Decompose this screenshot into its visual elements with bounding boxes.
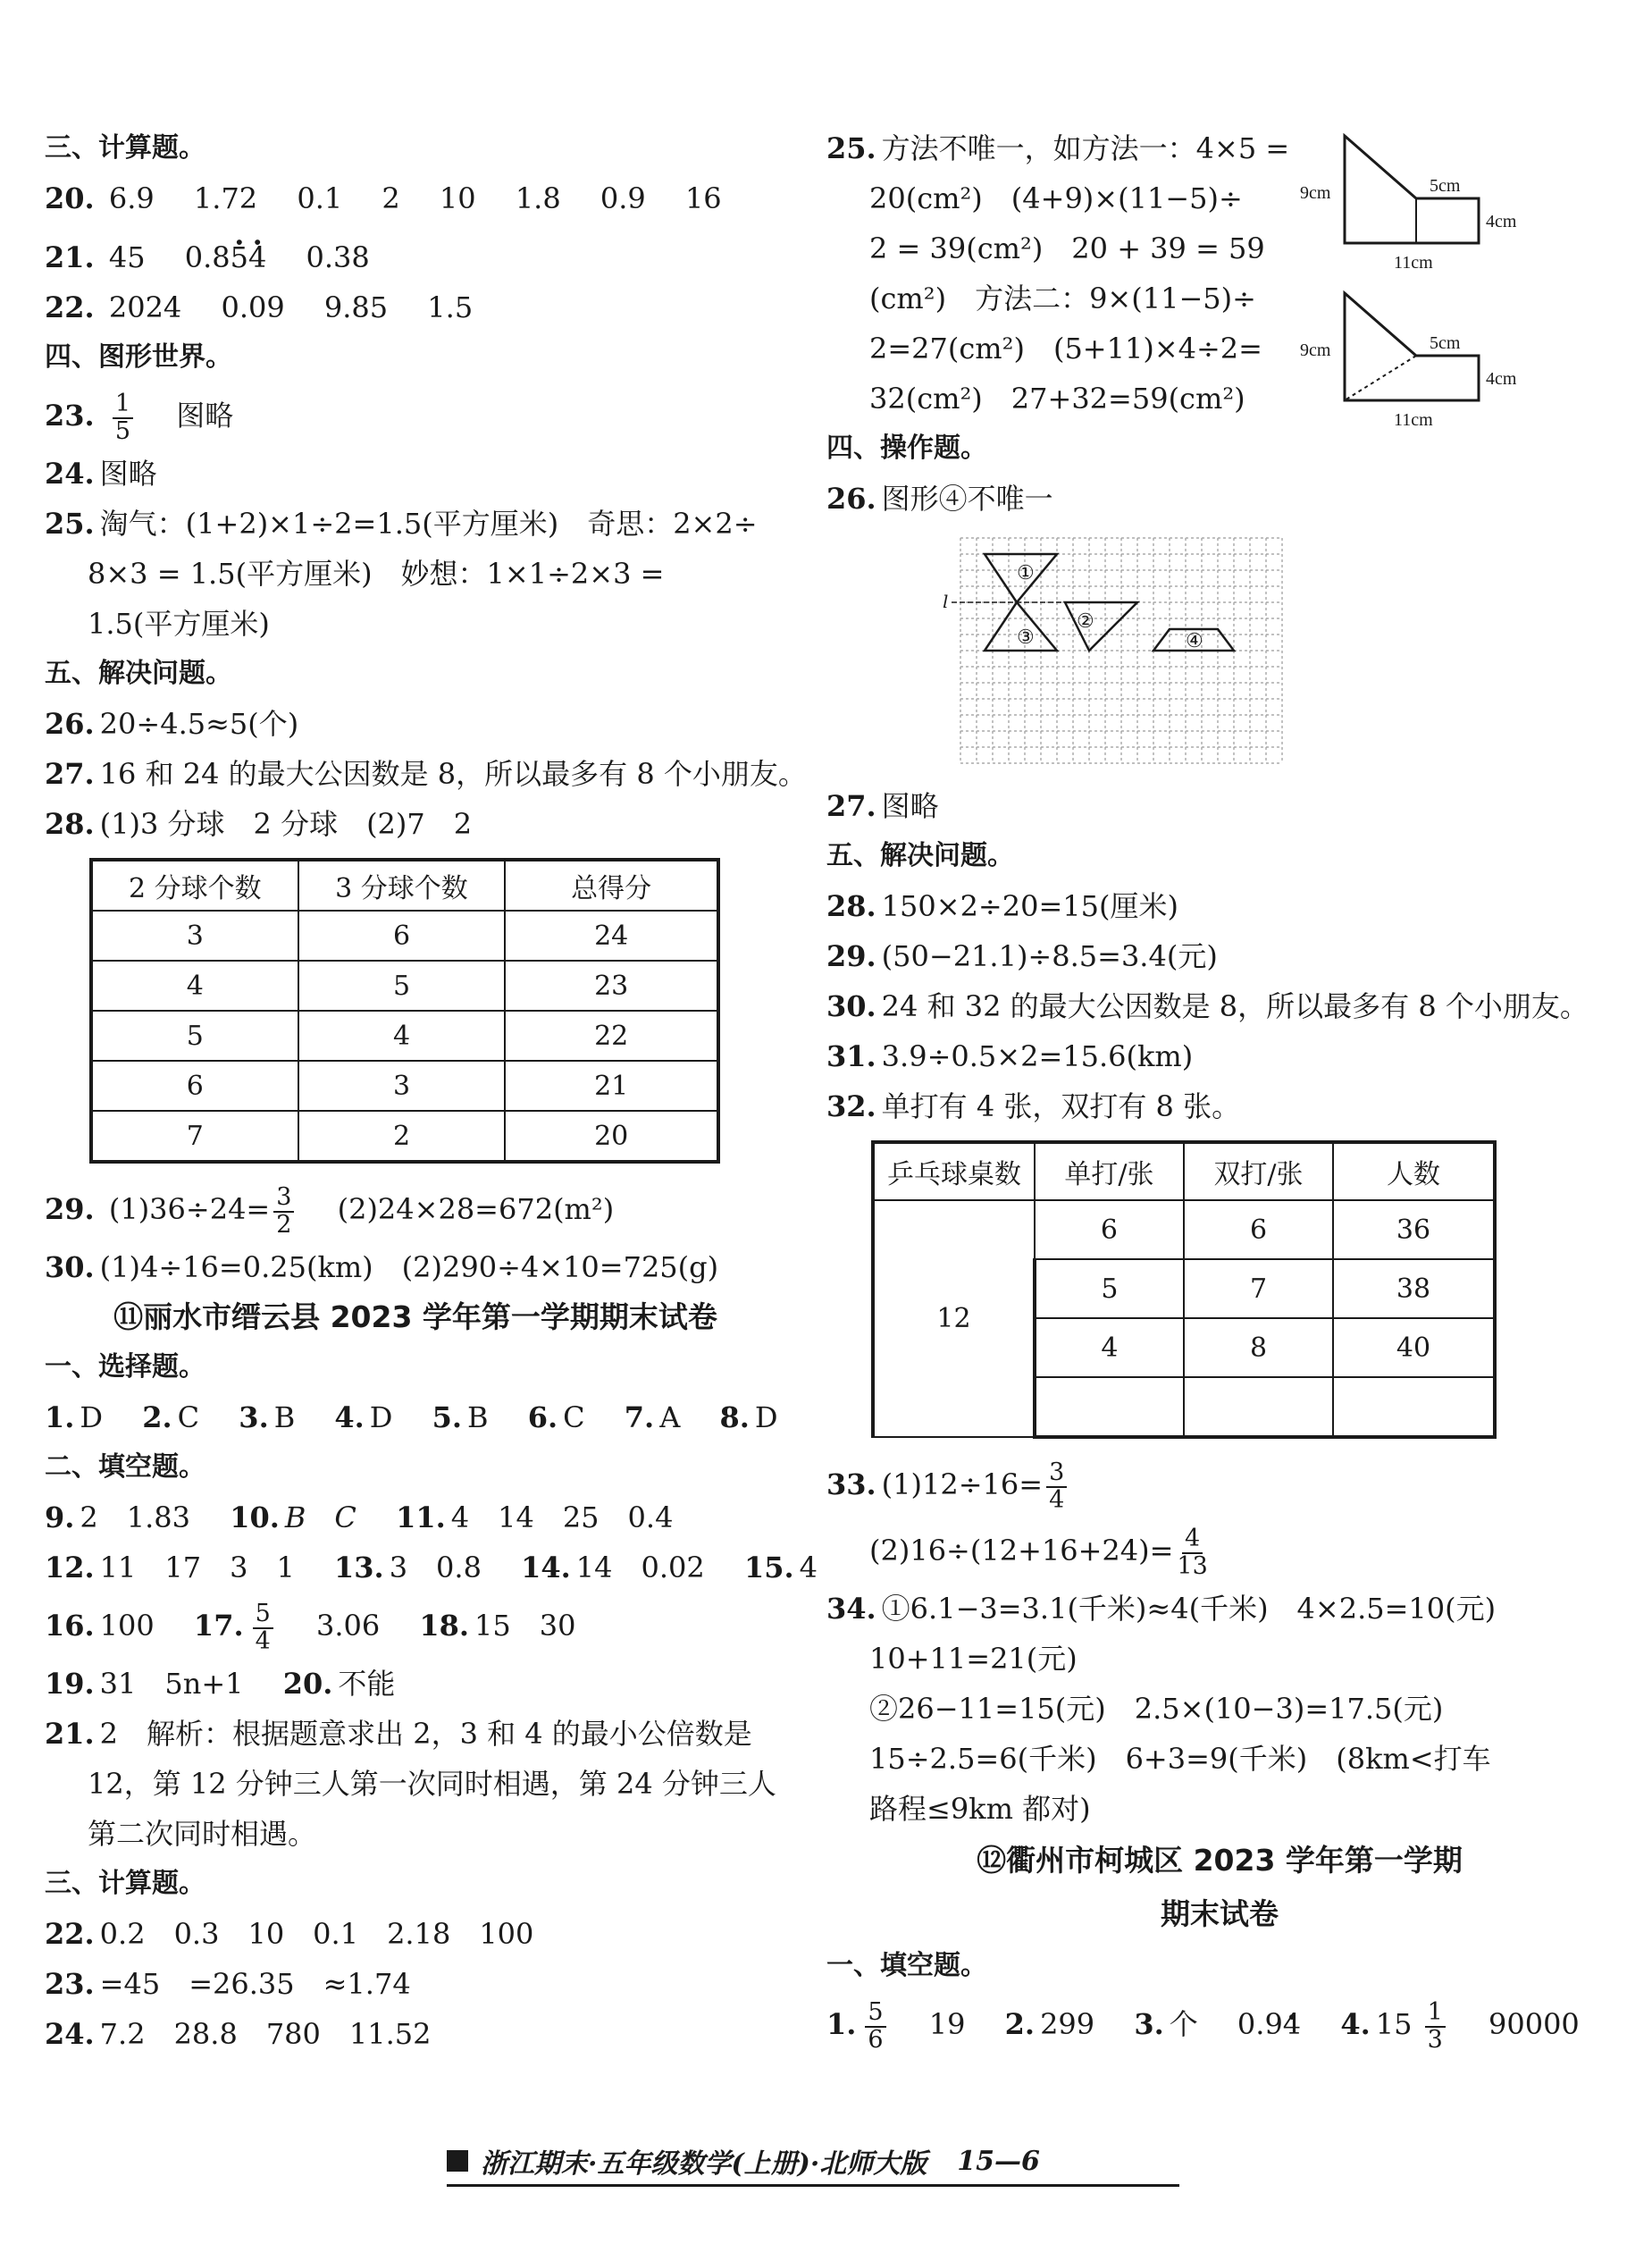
calc-23: 23. =45 =26.35 ≈1.74: [45, 1967, 411, 2001]
fraction: $\frac{1}{5}$: [113, 391, 133, 444]
table-row: 4 5 23: [91, 961, 718, 1011]
section-heading: 二、填空题。: [45, 1451, 205, 1483]
page-footer: [447, 2138, 1179, 2187]
answer-33: 33. (1)12÷16= $\frac{3}{4}$: [826, 1451, 1613, 1517]
label-2: ②: [1077, 610, 1094, 633]
label-3: ③: [1017, 626, 1035, 649]
grid-figure: [943, 529, 1318, 770]
axis-label: l: [943, 591, 949, 612]
label-4cm: 4cm: [1486, 212, 1517, 231]
table-header: 总得分: [505, 860, 718, 911]
fill-16-18: 16. 100 17. $\frac{5}{4}$ 3.06 18. 15 30: [45, 1600, 576, 1655]
section-heading: 一、选择题。: [45, 1351, 205, 1383]
left-column: [45, 123, 818, 2059]
table-tennis-table-box: [826, 1131, 1613, 1451]
table-header: 单打/张: [1035, 1142, 1184, 1200]
fraction: $\frac{5}{4}$: [253, 1601, 273, 1654]
answer-25-line2: 8×3 = 1.5(平方厘米) 妙想：1×1÷2×3 =: [88, 557, 665, 591]
answer-25-line5: 2=27(cm²) (5+11)×4÷2=: [869, 332, 1262, 366]
answer-31: 31. 3.9÷0.5×2=15.6(km): [826, 1039, 1194, 1073]
section-heading: 一、填空题。: [826, 1950, 987, 1981]
page-number: 15—6: [957, 2145, 1040, 2177]
section-heading: 三、计算题。: [45, 1868, 205, 1899]
answer-23: 23. $\frac{1}{5}$ 图略: [45, 390, 234, 445]
fill-1-4: 1. $\frac{5}{6}$ 19 2. 299 3. 个 0.94 · 4. 15 $\frac{1}{3}$ 90000: [826, 1991, 1613, 2057]
answer-32: 32. 单打有 4 张，双打有 8 张。: [826, 1089, 1241, 1123]
answer-34: 34. ①6.1−3=3.1(千米)≈4(千米) 4×2.5=10(元): [826, 1592, 1497, 1626]
table-row: 4 8 40: [873, 1318, 1495, 1377]
fraction: $\frac{3}{4}$: [1046, 1460, 1067, 1513]
answer-21: 21. 45 0.85 ·4 · 0.38: [45, 232, 786, 282]
label-5cm: 5cm: [1430, 333, 1461, 353]
label-11cm: 11cm: [1394, 410, 1433, 430]
label-4: ④: [1186, 630, 1203, 652]
answer-20: 20. 6.9 1.72 0.1 2 10 1.8 0.9 16: [45, 181, 722, 215]
answer-26: 26. 图形④不唯一: [826, 482, 1053, 516]
table-row: 7 2 20: [91, 1111, 718, 1162]
table-header: 3 分球个数: [298, 860, 506, 911]
fraction: $\frac{4}{13}$: [1177, 1525, 1208, 1580]
answer-33-part2: (2)16÷(12+16+24)= $\frac{4}{13}$: [869, 1525, 1208, 1580]
fill-12-15: 12. 11 17 3 1 13. 3 0.8 14. 14 0.02 15. 4: [45, 1551, 818, 1584]
method-1-figure: [1300, 127, 1568, 279]
answer-30: 30. (1)4÷16=0.25(km) (2)290÷4×10=725(g): [45, 1250, 719, 1284]
answer-25-block: [826, 123, 1613, 430]
fill-9-11: 9. 2 1.83 10. B C 11. 4 14 25 0.4: [45, 1500, 674, 1534]
answer-25: 25. 淘气：(1+2)×1÷2=1.5(平方厘米) 奇思：2×2÷: [45, 507, 758, 541]
answer-25-text: [826, 123, 1290, 424]
answer-34-line4: 15÷2.5=6(千米) 6+3=9(千米) (8km<打车: [869, 1742, 1491, 1776]
answer-25-line1: 25. 方法不唯一，如方法一：4×5 =: [826, 131, 1290, 165]
table-header: 乒乓球桌数: [873, 1142, 1035, 1200]
score-table: [89, 858, 720, 1164]
answer-34-line5: 路程≤9km 都对): [869, 1792, 1091, 1826]
exam-title-line2: 期末试卷: [1161, 1896, 1279, 1931]
label-4cm: 4cm: [1486, 369, 1517, 389]
calc-24: 24. 7.2 28.8 780 11.52: [45, 2017, 432, 2051]
table-row: 5 4 22: [91, 1011, 718, 1061]
answer-27: 27. 图略: [826, 789, 939, 823]
table-row: 6 3 21: [91, 1061, 718, 1111]
section-heading: 四、图形世界。: [45, 341, 232, 373]
answer-25-line2: 20(cm²) (4+9)×(11−5)÷: [869, 181, 1243, 215]
answer-27: 27. 16 和 24 的最大公因数是 8，所以最多有 8 个小朋友。: [45, 757, 807, 791]
fraction: $\frac{1}{3}$: [1425, 2000, 1446, 2053]
answer-28: 28. (1)3 分球 2 分球 (2)7 2: [45, 807, 473, 841]
fraction: $\frac{5}{6}$: [865, 2000, 885, 2053]
fill-21: 21. 2 解析：根据题意求出 2，3 和 4 的最小公倍数是: [45, 1717, 752, 1751]
answer-28: 28. 150×2÷20=15(厘米): [826, 889, 1178, 923]
section-heading: 四、操作题。: [826, 433, 987, 464]
right-column: [826, 123, 1613, 2057]
label-9cm: 9cm: [1300, 183, 1331, 203]
section-heading: 五、解决问题。: [45, 658, 232, 689]
calc-22: 22. 0.2 0.3 10 0.1 2.18 100: [45, 1917, 534, 1951]
exam-title: ⑫衢州市柯城区 2023 学年第一学期: [977, 1843, 1463, 1878]
score-table-box: [45, 849, 786, 1176]
answer-29: 29. (1)36÷24= $\frac{3}{2}$ (2)24×28=672(m²): [45, 1183, 615, 1239]
answer-34-line2: 10+11=21(元): [869, 1642, 1078, 1676]
section-heading: 五、解决问题。: [826, 840, 1014, 871]
table-row: 12 6 6 36: [873, 1200, 1495, 1259]
answer-30: 30. 24 和 32 的最大公因数是 8，所以最多有 8 个小朋友。: [826, 989, 1589, 1023]
label-1: ①: [1017, 562, 1035, 584]
table-header: 双打/张: [1184, 1142, 1333, 1200]
fill-21-line2: 12，第 12 分钟三人第一次同时相遇，第 24 分钟三人: [88, 1767, 776, 1801]
table-tennis-table: [871, 1140, 1497, 1439]
label-5cm: 5cm: [1430, 176, 1461, 196]
grid-figure-box: [826, 524, 1613, 781]
table-row: 3 6 24: [91, 911, 718, 961]
merged-cell: 12: [873, 1200, 1035, 1437]
footer-title: 浙江期末·五年级数学(上册)·北师大版: [481, 2148, 927, 2180]
answer-25-line6: 32(cm²) 27+32=59(cm²): [869, 382, 1245, 416]
answer-24: 24. 图略: [45, 457, 157, 491]
answer-22: 22. 2024 0.09 9.85 1.5: [45, 290, 474, 324]
exam-title: ⑪丽水市缙云县 2023 学年第一学期期末试卷: [113, 1299, 717, 1334]
label-9cm: 9cm: [1300, 340, 1331, 360]
table-header: 人数: [1333, 1142, 1495, 1200]
answer-25-line3: 1.5(平方厘米): [88, 607, 270, 641]
fill-21-line3: 第二次同时相遇。: [88, 1817, 317, 1851]
method-2-figure: [1300, 284, 1568, 436]
label-11cm: 11cm: [1394, 253, 1433, 273]
square-icon: [447, 2150, 468, 2172]
table-header: 2 分球个数: [91, 860, 298, 911]
table-row: 5 7 38: [873, 1259, 1495, 1318]
answer-26: 26. 20÷4.5≈5(个): [45, 707, 299, 741]
answer-34-line3: ②26−11=15(元) 2.5×(10−3)=17.5(元): [869, 1692, 1444, 1726]
fill-19-20: 19. 31 5n+1 20. 不能: [45, 1667, 396, 1701]
answer-25-line3: 2 = 39(cm²) 20 + 39 = 59: [869, 231, 1265, 265]
answer-29: 29. (50−21.1)÷8.5=3.4(元): [826, 939, 1218, 973]
fraction: $\frac{3}{2}$: [273, 1185, 294, 1238]
section-heading: 三、计算题。: [45, 132, 205, 164]
answer-25-line4: (cm²) 方法二：9×(11−5)÷: [869, 282, 1256, 315]
choice-answers: 1. D 2. C 3. B 4. D 5. B 6. C 7. A 8. D: [45, 1400, 778, 1434]
